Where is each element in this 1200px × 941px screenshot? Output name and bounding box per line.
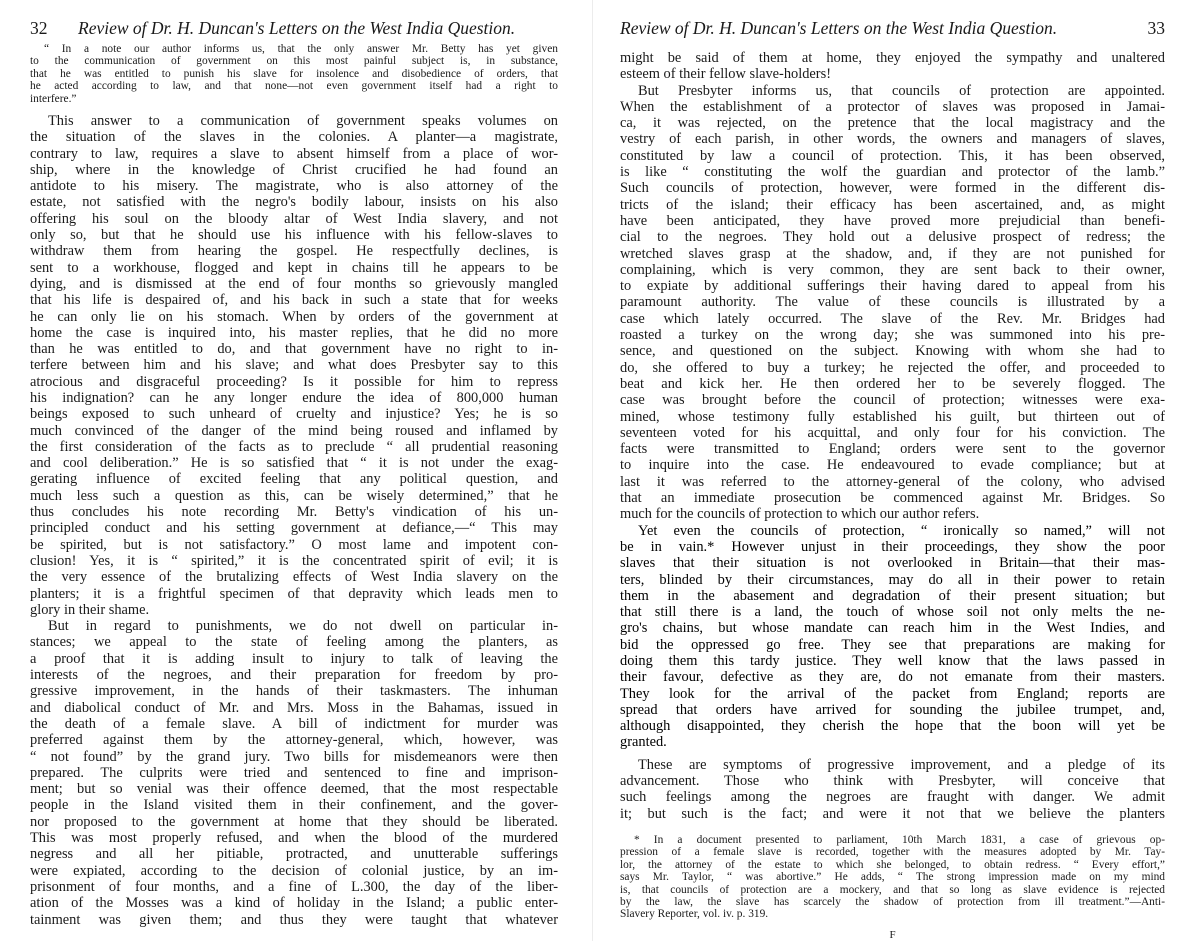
text-line: stances; we appeal to the state of feeling among the planters, as bbox=[30, 634, 558, 651]
text-line: Yet even the councils of protection, “ ironically so named,” will not bbox=[638, 522, 1165, 539]
text-line: But Presbyter informs us, that councils of protection are appointed. bbox=[638, 82, 1165, 99]
paragraph bbox=[620, 757, 1165, 822]
text-line: bid the oppressed go free. They see that preparations are making for bbox=[620, 636, 1165, 653]
paragraph bbox=[30, 113, 558, 618]
text-line: Slavery Reporter, vol. iv. p. 319. bbox=[620, 908, 769, 921]
text-line: he acted according to law, and that none—not even government itself had a right to bbox=[30, 80, 558, 93]
page-body bbox=[620, 50, 1165, 941]
text-line: have been anticipated, they have proved more prejudicial than benefi- bbox=[620, 212, 1165, 229]
text-line: their favour, defective as they are, do not emanate from their masters. bbox=[620, 669, 1165, 686]
text-line: them in the abasement and degradation of their present situation; but bbox=[620, 587, 1165, 604]
text-line: prepared. The culprits were tried and sentenced to fine and imprison- bbox=[30, 764, 558, 781]
text-line: terfere between him and his slave; and what does Presbyter say to this bbox=[30, 357, 558, 374]
text-line: a proof that it is adding insult to injury to talk of leaving the bbox=[30, 650, 558, 667]
text-line: spread that orders have arrived for sounding the jubilee trumpet, and, bbox=[620, 701, 1165, 718]
text-line: case which lately occurred. The slave of the Rev. Mr. Bridges had bbox=[620, 310, 1165, 327]
text-line: the situation of the slaves in the colonies. A planter—a magistrate, bbox=[30, 129, 558, 146]
text-line: much less such a question as this, can be wisely determined,” that he bbox=[30, 487, 558, 504]
text-line: contrary to law, requires a slave to absent himself from a place of wor- bbox=[30, 145, 558, 162]
paragraph bbox=[620, 83, 1165, 523]
text-line: principled conduct and his setting government at defiance,—“ This may bbox=[30, 520, 558, 537]
text-line: granted. bbox=[620, 734, 667, 751]
text-line: dying, and is dismissed at the end of four months so grievously mangled bbox=[30, 275, 558, 292]
text-line: do, she offered to buy a turkey; he rejected the offer, and proceeded to bbox=[620, 359, 1165, 376]
text-line: the first consideration of the facts as to preclude “ all prudential reasoning bbox=[30, 438, 558, 455]
text-line: vestry of each parish, in other words, the owners and managers of slaves, bbox=[620, 131, 1165, 148]
text-line: facts were transmitted to England; orders were sent to the governor bbox=[620, 441, 1165, 458]
text-line: cial to the negroes. They hold out a delusive prospect of redress; the bbox=[620, 229, 1165, 246]
text-line: the very essence of the brutalizing effects of West India slavery on the bbox=[30, 569, 558, 586]
text-line: When the establishment of a protector of slaves was proposed in Jamai- bbox=[620, 98, 1165, 115]
text-line: estate, not satisfied with the negro's bodily labour, insists on his also bbox=[30, 194, 558, 211]
text-line: “ not found” by the grand jury. Two bills for misdemeanors were then bbox=[30, 748, 558, 765]
text-line: beat and kick her. He then ordered her to be severely flogged. The bbox=[620, 375, 1165, 392]
text-line: advancement. Those who think with Presbyter, will conceive that bbox=[620, 773, 1165, 790]
text-line: These are symptoms of progressive improvement, and a pledge of its bbox=[638, 756, 1165, 773]
text-line: seventeen voted for his acquittal, and only four for his conviction. The bbox=[620, 424, 1165, 441]
running-title: Review of Dr. H. Duncan's Letters on the West India Question. bbox=[78, 18, 516, 38]
text-line: be spirited, but is not satisfactory.” O most lame and impotent con- bbox=[30, 536, 558, 553]
text-line: gressive improvement, in the hands of their taskmasters. The inhuman bbox=[30, 683, 558, 700]
text-line: ship, where in the knowledge of Christ crucified he had found an bbox=[30, 161, 558, 178]
text-line: ation of the Mosses was a kind of holiday in the Island; a public enter- bbox=[30, 895, 558, 912]
text-line: gerating influence of excited feeling that any political question, and bbox=[30, 471, 558, 488]
text-line: slaves that their situation is not overlooked in Britain—that their mas- bbox=[620, 555, 1165, 572]
text-line: only so, but that he should use his influence with his fellow-slaves to bbox=[30, 227, 558, 244]
text-line: by the law, the slave has scarcely the shadow of protection from ill treatment.”—Anti- bbox=[620, 895, 1165, 908]
text-line: might be said of them at home, they enjoyed the sympathy and unaltered bbox=[620, 50, 1165, 66]
text-line: They look for the arrival of the packet from England; reports are bbox=[620, 685, 1165, 702]
text-line: says Mr. Taylor, “ was abortive.” He adds, “ The strong impression made on my mind bbox=[620, 871, 1165, 884]
text-line: paramount authority. The value of these councils is illustrated by a bbox=[620, 294, 1165, 311]
text-line: ters, blinded by their circumstances, may do all in their power to retain bbox=[620, 571, 1165, 588]
signature-mark: F bbox=[889, 928, 896, 941]
text-line: much for the councils of protection to which our author refers. bbox=[620, 506, 980, 523]
text-line: mined, whose testimony fully established his guilt, but thirteen out of bbox=[620, 408, 1165, 425]
text-line: lor, the attorney of the estate to which she belonged, to obtain redress. “ Every effort,” bbox=[620, 858, 1165, 871]
paragraph-continuation bbox=[620, 50, 1165, 83]
text-line: case was brought before the council of protection; witnesses were exa- bbox=[620, 392, 1165, 409]
left-page bbox=[30, 0, 558, 941]
text-line: This answer to a communication of government speaks volumes on bbox=[48, 112, 558, 129]
text-line: to expiate by additional sufferings their having dared to appeal from his bbox=[620, 278, 1165, 295]
text-line: offering his soul on the bloody altar of West India slavery, and not bbox=[30, 210, 558, 227]
text-line: tainment was given them; and thus they were taught that whatever bbox=[30, 911, 558, 928]
footnote bbox=[620, 834, 1165, 921]
text-line: But in regard to punishments, we do not dwell on particular in- bbox=[48, 618, 558, 635]
text-line: This was most properly refused, and when the blood of the murdered bbox=[30, 830, 558, 847]
text-line: to inquire into the case. He endeavoured to evade compliance; but at bbox=[620, 457, 1165, 474]
text-line: gro's chains, but whose mandate can reach him in the West Indies, and bbox=[620, 620, 1165, 637]
text-line: preferred against them by the attorney-general, which, however, was bbox=[30, 732, 558, 749]
page-number: 32 bbox=[30, 18, 48, 38]
paragraph bbox=[620, 523, 1165, 751]
text-line: were expiated, according to the decision of colonial justice, by an im- bbox=[30, 862, 558, 879]
text-line: clusion! Yes, it is “ spirited,” it is the concentrated spirit of evil; it is bbox=[30, 552, 558, 569]
paragraph bbox=[30, 618, 558, 928]
text-line: Such councils of protection, however, were formed in the different dis- bbox=[620, 180, 1165, 197]
text-line: home the case is inquired into, his master replies, that he did no more bbox=[30, 324, 558, 341]
text-line: esteem of their fellow slave-holders! bbox=[620, 66, 831, 83]
quoted-note bbox=[30, 43, 558, 105]
text-line: that he was entitled to punish his slave for insolence and disobedience of orders, that bbox=[30, 67, 558, 80]
text-line: roasted a turkey on the wrong day; she was summoned into his pre- bbox=[620, 327, 1165, 344]
text-line: and cool deliberation.” He is so satisfied that “ it is not under the exag- bbox=[30, 455, 558, 472]
text-line: planters; it is a frightful specimen of that depravity which leads men to bbox=[30, 585, 558, 602]
text-line: thus concludes his note recording Mr. Betty's vindication of his un- bbox=[30, 504, 558, 521]
text-line: the death of a female slave. A bill of indictment for murder was bbox=[30, 715, 558, 732]
text-line: and diabolical conduct of Mr. and Mrs. Moss in the Bahamas, issued in bbox=[30, 699, 558, 716]
text-line: antidote to his misery. The magistrate, who is also attorney of the bbox=[30, 178, 558, 195]
running-head bbox=[620, 18, 1165, 40]
text-line: nor proposed to the government at home that they should be liberated. bbox=[30, 813, 558, 830]
text-line: “ In a note our author informs us, that the only answer Mr. Betty has yet given bbox=[44, 43, 558, 55]
text-line: people in the Island visited them in their confinement, and the gover- bbox=[30, 797, 558, 814]
text-line: atrocious and disgraceful proceeding? Is it possible for him to repress bbox=[30, 373, 558, 390]
text-line: ment; but so venial was their offence deemed, that the most respectable bbox=[30, 781, 558, 798]
text-line: his indignation? can he any longer endure the idea of 800,000 human bbox=[30, 390, 558, 406]
text-line: withdraw them from hearing the gospel. He respectfully declines, is bbox=[30, 243, 558, 260]
page-gutter bbox=[592, 0, 593, 941]
text-line: constituted by law a council of protection. This, it has been observed, bbox=[620, 147, 1165, 164]
text-line: much convinced of the danger of the mind being roused and inflamed by bbox=[30, 422, 558, 439]
text-line: be in vain.* However unjust in their proceedings, they show the poor bbox=[620, 538, 1165, 555]
text-line: complaining, which is very common, they are sent back to their owner, bbox=[620, 261, 1165, 278]
text-line: that his life is despaired of, and his back in such a state that for weeks bbox=[30, 292, 558, 309]
text-line: doing them this tardy justice. They well know that the laws passed in bbox=[620, 652, 1165, 669]
running-title: Review of Dr. H. Duncan's Letters on the West India Question. bbox=[620, 18, 1058, 38]
text-line: tricts of the island; their efficacy has been ascertained, and, as might bbox=[620, 196, 1165, 213]
text-line: beings exposed to such unheard of cruelty and injustice? Yes; he is so bbox=[30, 406, 558, 423]
text-line: it; but such is the fact; and were it not that we believe the planters bbox=[620, 805, 1165, 822]
page-number: 33 bbox=[1147, 18, 1165, 38]
text-line: glory in their shame. bbox=[30, 601, 150, 618]
text-line: negress and all her pitiable, protracted, and unutterable sufferings bbox=[30, 846, 558, 863]
text-line: that an immediate prosecution be commenced against Mr. Bridges. So bbox=[620, 490, 1165, 507]
page-body bbox=[30, 43, 558, 928]
text-line: interests of the negroes, and their preparation for freedom by pro- bbox=[30, 667, 558, 684]
right-page bbox=[620, 0, 1165, 941]
text-line: such feelings among the negroes are fraught with danger. We admit bbox=[620, 789, 1165, 806]
text-line: prisonment of four months, and a fine of L.300, the day of the liber- bbox=[30, 878, 558, 895]
text-line: although disappointed, they cherish the hope that the boon will yet be bbox=[620, 718, 1165, 735]
text-line: is, that councils of protection are a mockery, and that so long as slave evidence is rejected bbox=[620, 883, 1165, 896]
text-line: that still there is a land, the touch of whose soil not only melts the ne- bbox=[620, 604, 1165, 621]
text-line: pression of a female slave is recorded, together with the measures adopted by Mr. Tay- bbox=[620, 846, 1165, 859]
text-line: he can only lie on his stomach. When by orders of the government at bbox=[30, 308, 558, 325]
text-line: to the communication of government on this most painful subject is, in substance, bbox=[30, 55, 558, 68]
text-line: is like “ constituting the wolf the guardian and protector of the lamb.” bbox=[620, 164, 1165, 181]
text-line: sent to a workhouse, flogged and kept in chains till he appears to be bbox=[30, 259, 558, 276]
text-line: sence, and questioned on the subject. Knowing with whom she had to bbox=[620, 343, 1165, 360]
text-line: than he was entitled to do, and that government have no right to in- bbox=[30, 341, 558, 358]
running-head bbox=[30, 18, 558, 40]
text-line: interfere.” bbox=[30, 92, 77, 105]
text-line: * In a document presented to parliament, 10th March 1831, a case of grievous op- bbox=[634, 833, 1165, 846]
text-line: wretched slaves grasp at the shadow, and, if they are not punished for bbox=[620, 245, 1165, 262]
text-line: ca, it was rejected, on the pretence that the local magistracy and the bbox=[620, 115, 1165, 132]
text-line: last it was referred to the attorney-general of the colony, who advised bbox=[620, 473, 1165, 490]
